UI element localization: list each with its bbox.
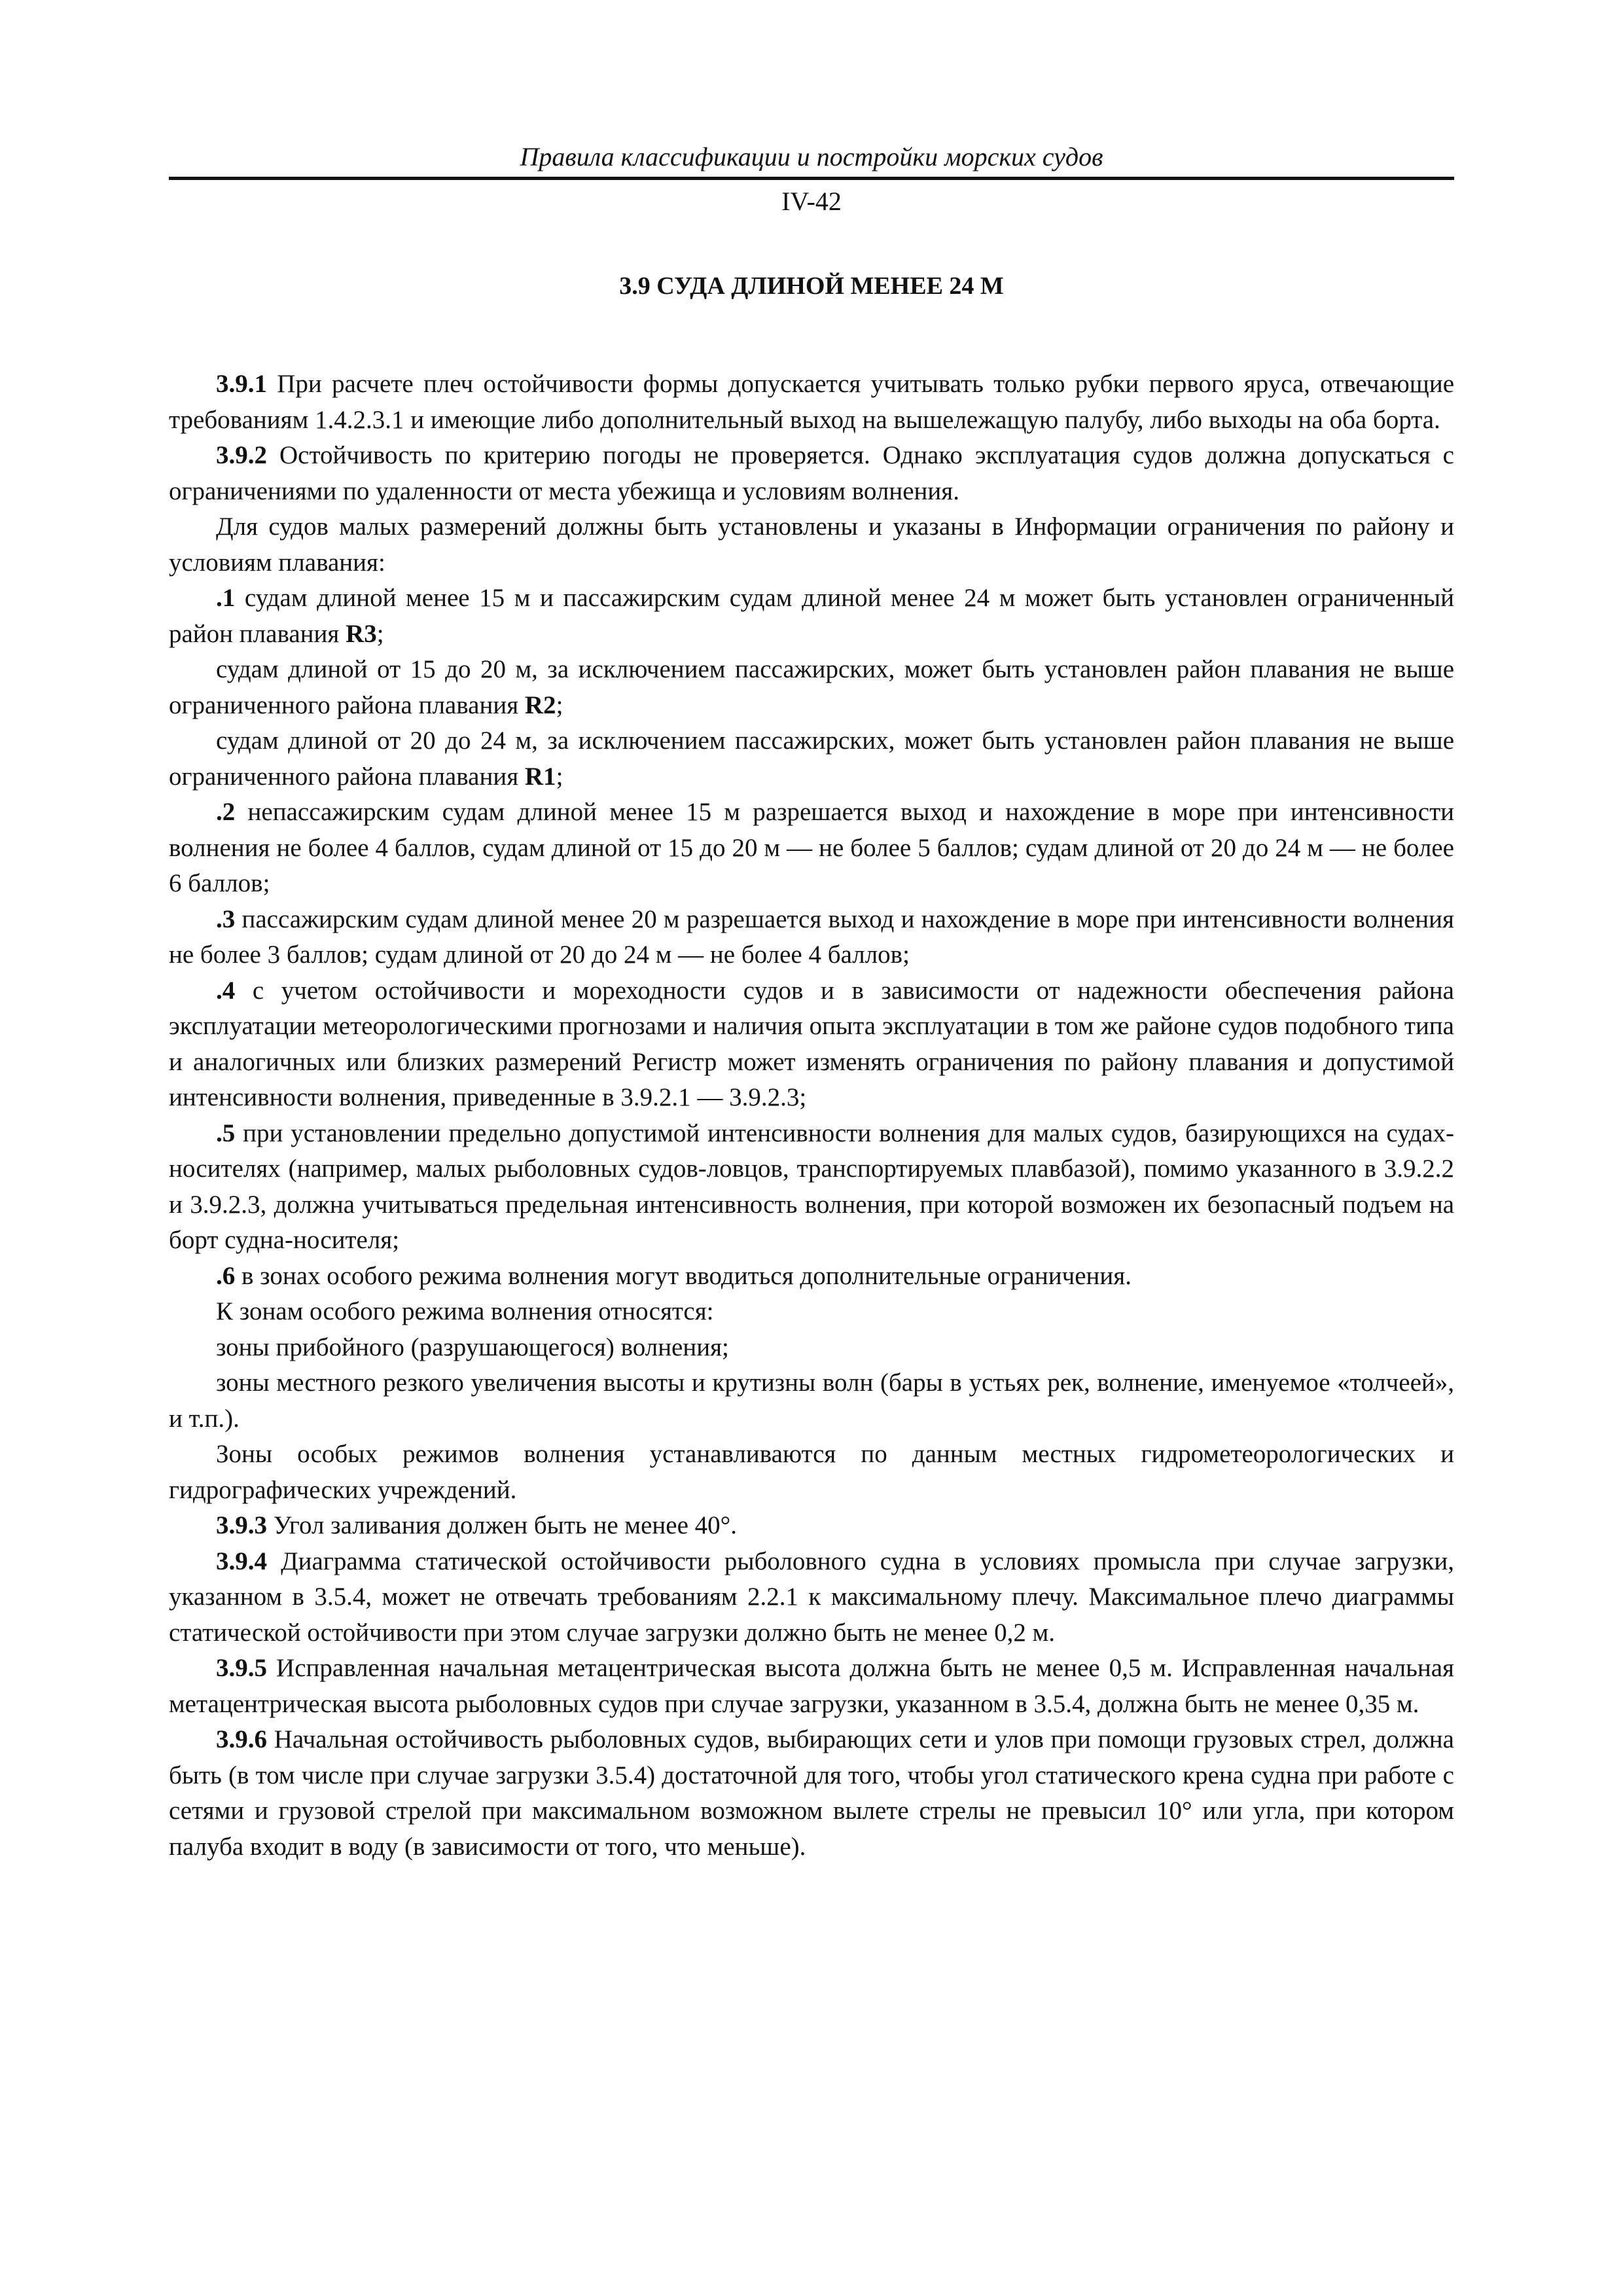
header-rule — [169, 177, 1454, 180]
special-zone-steep-waves — [169, 1365, 1454, 1437]
paragraph-3-9-4 — [169, 1544, 1454, 1651]
paragraph-text: Зоны особых режимов волнения устанавливаются по данным местных гидрометеорологических и гидрографических учреждений. — [169, 1440, 1454, 1504]
navigation-area-code: R2 — [524, 691, 556, 719]
paragraph-number: 3.9.6 — [216, 1725, 267, 1753]
paragraph-text: К зонам особого режима волнения относятся: — [216, 1297, 714, 1325]
special-zones-source — [169, 1437, 1454, 1508]
paragraph-number: 3.9.3 — [216, 1511, 267, 1539]
list-item-number: .6 — [216, 1261, 236, 1290]
paragraph-number: 3.9.2 — [216, 441, 267, 469]
running-header-title: Правила классификации и постройки морских судов — [520, 142, 1103, 171]
list-item-number: .4 — [216, 976, 236, 1005]
page-number: IV-42 — [781, 187, 842, 216]
list-item-4 — [169, 973, 1454, 1116]
paragraph-text: в зонах особого режима волнения могут вводиться дополнительные ограничения. — [235, 1261, 1132, 1290]
paragraph-text-end: ; — [376, 619, 384, 648]
list-item-number: .1 — [216, 584, 236, 612]
paragraph-3-9-2 — [169, 438, 1454, 509]
paragraph-3-9-6 — [169, 1722, 1454, 1865]
paragraph-number: 3.9.4 — [216, 1547, 267, 1575]
paragraph-text-end: ; — [556, 691, 563, 719]
paragraph-text: зоны прибойного (разрушающегося) волнения; — [216, 1333, 729, 1361]
list-item-1-continued-r1 — [169, 723, 1454, 795]
paragraph-text: судам длиной от 20 до 24 м, за исключением пассажирских, может быть установлен район плавания не выше ограниченного района плавания — [169, 726, 1454, 791]
paragraph-restrictions-intro — [169, 509, 1454, 581]
list-item-5 — [169, 1116, 1454, 1259]
paragraph-text: при установлении предельно допустимой интенсивности волнения для малых судов, базирующихся на судах-носителях (например, малых рыболовных судов-ловцов, транспортируемых плавбазой), помимо указанного в 3.9.2.2 и 3.9.2.3, должна учитываться предельная интенсивность волнения, при которой возможен их безопасный подъем на борт судна-носителя; — [169, 1119, 1454, 1254]
paragraph-3-9-5 — [169, 1651, 1454, 1722]
paragraph-text-end: ; — [556, 762, 563, 791]
list-item-number: .3 — [216, 905, 236, 933]
paragraph-text: Диаграмма статической остойчивости рыболовного судна в условиях промысла при случае загрузки, указанном в 3.5.4, может не отвечать требованиям 2.2.1 к максимальному плечу. Максимальное плечо диаграммы статической остойчивости при этом случае загрузки должно быть не менее 0,2 м. — [169, 1547, 1454, 1647]
paragraph-3-9-1 — [169, 367, 1454, 438]
section-title: 3.9 СУДА ДЛИНОЙ МЕНЕЕ 24 М — [619, 272, 1004, 300]
special-zones-intro — [169, 1294, 1454, 1330]
paragraph-text: судам длиной от 15 до 20 м, за исключением пассажирских, может быть установлен район плавания не выше ограниченного района плавания — [169, 655, 1454, 719]
list-item-6 — [169, 1259, 1454, 1295]
list-item-number: .5 — [216, 1119, 236, 1147]
paragraph-text: судам длиной менее 15 м и пассажирским судам длиной менее 24 м может быть установлен ограниченный район плавания — [169, 584, 1454, 648]
paragraph-text: Угол заливания должен быть не менее 40°. — [267, 1511, 737, 1539]
paragraph-text: с учетом остойчивости и мореходности судов и в зависимости от надежности обеспечения района эксплуатации метеорологическими прогнозами и наличия опыта эксплуатации в том же районе судов подобного типа и аналогичных или близких размерений Регистр может изменять ограничения по району плавания и допустимой интенсивности волнения, приведенные в 3.9.2.1 — 3.9.2.3; — [169, 976, 1454, 1111]
paragraph-number: 3.9.1 — [216, 370, 267, 398]
paragraph-text: Остойчивость по критерию погоды не проверяется. Однако эксплуатация судов должна допускаться с ограничениями по удаленности от места убежища и условиям волнения. — [169, 441, 1454, 505]
paragraph-text: пассажирским судам длиной менее 20 м разрешается выход и нахождение в море при интенсивности волнения не более 3 баллов; судам длиной от 20 до 24 м — не более 4 баллов; — [169, 905, 1454, 969]
list-item-3 — [169, 902, 1454, 973]
paragraph-text: При расчете плеч остойчивости формы допускается учитывать только рубки первого яруса, отвечающие требованиям 1.4.2.3.1 и имеющие либо дополнительный выход на вышележащую палубу, либо выходы на оба борта. — [169, 370, 1454, 434]
section-body — [169, 367, 1454, 1865]
special-zone-surf — [169, 1330, 1454, 1366]
paragraph-text: зоны местного резкого увеличения высоты и крутизны волн (бары в устьях рек, волнение, именуемое «толчеей», и т.п.). — [169, 1369, 1454, 1433]
navigation-area-code: R3 — [346, 619, 377, 648]
list-item-number: .2 — [216, 798, 236, 826]
paragraph-text: Для судов малых размерений должны быть установлены и указаны в Информации ограничения по району и условиям плавания: — [169, 512, 1454, 577]
paragraph-number: 3.9.5 — [216, 1654, 267, 1682]
list-item-1 — [169, 581, 1454, 652]
list-item-1-continued-r2 — [169, 652, 1454, 723]
paragraph-text: Начальная остойчивость рыболовных судов, выбирающих сети и улов при помощи грузовых стрел, должна быть (в том числе при случае загрузки 3.5.4) достаточной для того, чтобы угол статического крена судна при работе с сетями и грузовой стрелой при максимальном возможном вылете стрелы не превысил 10° или угла, при котором палуба входит в воду (в зависимости от того, что меньше). — [169, 1725, 1454, 1861]
paragraph-text: непассажирским судам длиной менее 15 м разрешается выход и нахождение в море при интенсивности волнения не более 4 баллов, судам длиной от 15 до 20 м — не более 5 баллов; судам длиной от 20 до 24 м — не более 6 баллов; — [169, 798, 1454, 897]
list-item-2 — [169, 795, 1454, 902]
navigation-area-code: R1 — [524, 762, 556, 791]
paragraph-3-9-3 — [169, 1508, 1454, 1544]
paragraph-text: Исправленная начальная метацентрическая высота должна быть не менее 0,5 м. Исправленная начальная метацентрическая высота рыболовных судов при случае загрузки, указанном в 3.5.4, должна быть не менее 0,35 м. — [169, 1654, 1454, 1718]
